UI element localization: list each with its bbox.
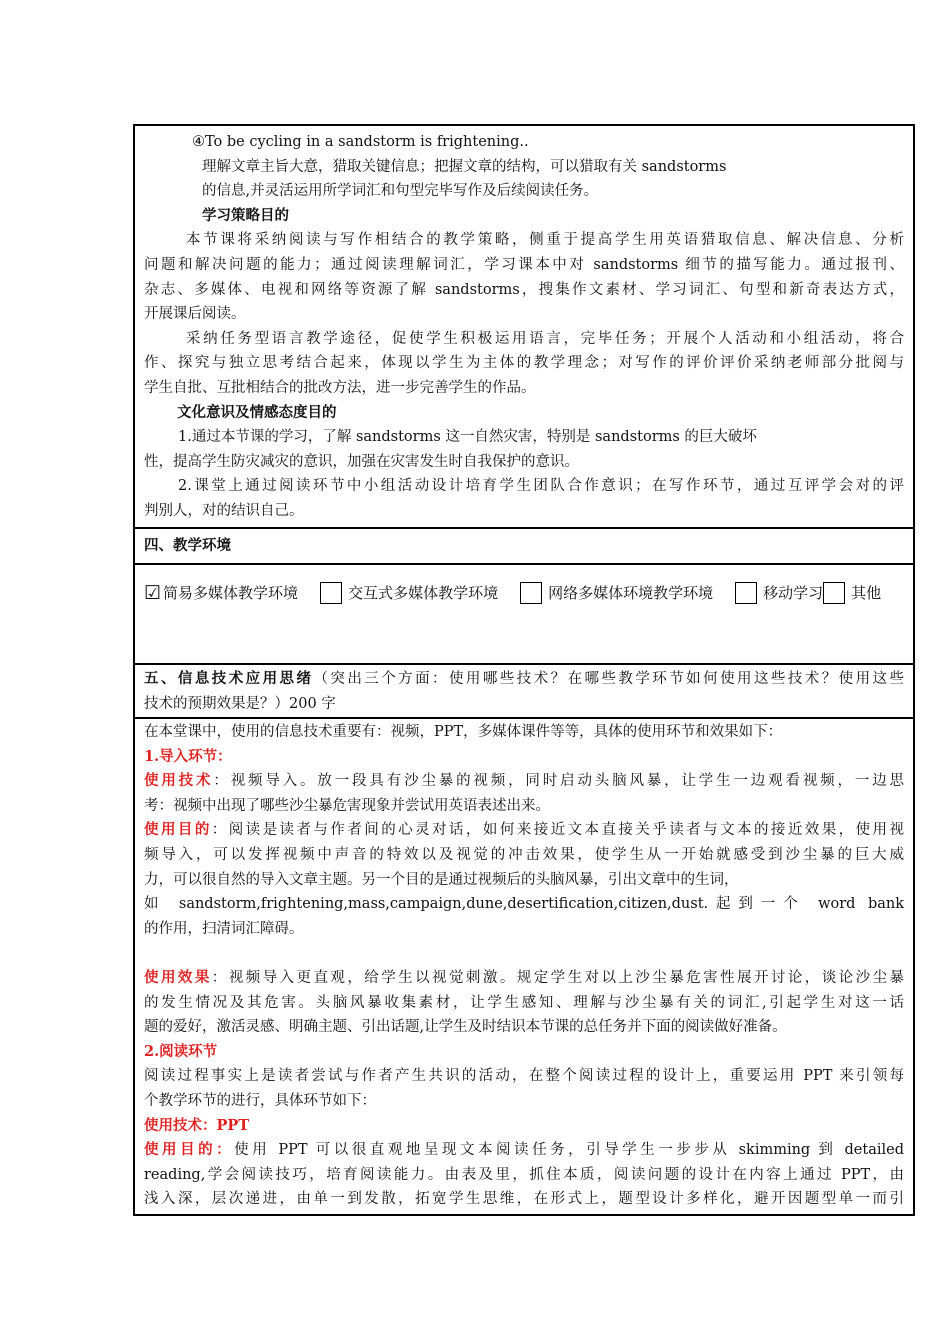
goal-line: 的信息,并灵活运用所学词汇和句型完毕写作及后续阅读任务。 (202, 183, 599, 200)
strategy-heading: 学习策略目的 (202, 206, 289, 224)
it-heading-note: （突出三个方面：使用哪些技术？在哪些教学环节如何使用这些技术？使用这些 (313, 671, 905, 687)
option-label: 交互式多媒体教学环境 (348, 584, 499, 602)
env-heading: 四、教学环境 (144, 536, 231, 554)
checkbox-icon[interactable] (823, 582, 845, 604)
env-option-other[interactable] (823, 570, 881, 615)
purpose2-line (144, 1138, 904, 1163)
option-label: 简易多媒体教学环境 (163, 584, 299, 602)
culture-paragraph-line: 判别人，对的结识自己。 (144, 502, 304, 519)
env-option-interactive-multimedia[interactable] (320, 570, 498, 615)
purpose1-text: ：阅读是读者与作者间的心灵对话，如何来接近文本直接关乎读者与文本的接近效果，使用视 (211, 822, 905, 839)
part2-title: 2.阅读环节 (144, 1042, 218, 1060)
strategy-paragraph-line: 开展课后阅读。 (144, 306, 246, 323)
purpose1-line: 力，可以很自然的导入文章主题。另一个目的是通过视频后的头脑风暴，引出文章中的生词， (144, 871, 739, 888)
goals-section (135, 126, 913, 529)
option-label: 移动学习 (763, 584, 824, 602)
it-body (135, 719, 913, 1214)
option-label: 其他 (851, 584, 882, 602)
goal-line: 理解文章主旨大意，猎取关键信息；把握文章的结构，可以猎取有关 sandstorms (202, 158, 727, 175)
env-option-network-multimedia[interactable] (520, 570, 713, 615)
it-intro: 在本堂课中，使用的信息技术重要有：视频，PPT，多媒体课件等等，具体的使用环节和效果如下： (144, 724, 783, 740)
tech-label: 使用技术 (144, 772, 214, 790)
purpose2-line: reading,学会阅读技巧，培育阅读能力。由表及里，抓住本质，阅读问题的设计在内容上通过 PPT，由 (144, 1166, 904, 1183)
env-options-row (135, 565, 913, 665)
checkbox-icon[interactable] (735, 582, 757, 604)
env-heading-row (135, 529, 913, 565)
tech1-text: ：视频导入。放一段具有沙尘暴的视频，同时启动头脑风暴，让学生一边观看视频，一边思 (213, 773, 905, 790)
culture-paragraph-line: 性，提高学生防灾减灾的意识，加强在灾害发生时自我保护的意识。 (144, 453, 579, 470)
effect1-line (144, 966, 904, 991)
tech1-line: 考：视频中出现了哪些沙尘暴危害现象并尝试用英语表述出来。 (144, 797, 550, 814)
effect-label: 使用效果 (144, 968, 212, 986)
it-heading-line (144, 667, 904, 692)
checkbox-icon[interactable] (320, 582, 342, 604)
strategy-paragraph-line: 杂志、多媒体、电视和网络等资源了解 sandstorms，搜集作文素材、学习词汇、句型和新奇表达方式， (144, 281, 904, 298)
lesson-plan-table (133, 124, 915, 1216)
env-option-simple-multimedia[interactable] (144, 570, 298, 615)
effect1-text: ：视频导入更直观，给学生以视觉刺激。规定学生对以上沙尘暴危害性展开讨论，谈论沙尘暴 (211, 969, 905, 986)
strategy-paragraph-line: 问题和解决问题的能力；通过阅读理解词汇，学习课本中对 sandstorms 细节的描写能力。通过报刊、 (144, 256, 904, 273)
blank-line (144, 941, 904, 966)
purpose1-line: 的作用，扫清词汇障碍。 (144, 920, 304, 937)
purpose1-line: 频导入，可以发挥视频中声音的特效以及视觉的冲击效果，使学生从一开始就感受到沙尘暴的巨大威 (144, 846, 904, 863)
purpose1-line: 如 sandstorm,frightening,mass,campaign,dune,desertification,citizen,dust.起到一个 word bank (144, 896, 904, 913)
purpose-label: 使用目的 (144, 821, 212, 839)
option-label: 网络多媒体环境教学环境 (548, 584, 714, 602)
part1-title: 1.导入环节： (144, 747, 232, 765)
checked-box-icon[interactable]: ☑ (144, 581, 162, 604)
goal-example-sentence: ④To be cycling in a sandstorm is frightening.. (192, 134, 529, 150)
strategy-paragraph-line: 本节课将采纳阅读与写作相结合的教学策略，侧重于提高学生用英语猎取信息、解决信息、分析 (186, 232, 904, 249)
effect1-line: 的发生情况及其危害。头脑风暴收集素材，让学生感知、理解与沙尘暴有关的词汇,引起学生对这一话 (144, 994, 904, 1011)
strategy-paragraph-line: 采纳任务型语言教学途径，促使学生积极运用语言，完毕任务；开展个人活动和小组活动，将合 (186, 330, 904, 347)
purpose2-text: 使用 PPT 可以很直观地呈现文本阅读任务，引导学生一步步从 skimming 到 detailed (234, 1142, 905, 1159)
strategy-paragraph-line: 作、探究与独立思考结合起来，体现以学生为主体的教学理念；对写作的评价评价采纳老师部分批阅与 (144, 355, 904, 372)
purpose2-label: 使用目的： (144, 1141, 235, 1159)
it-heading-note-2: 技术的预期效果是？）200 字 (144, 695, 336, 712)
tech1-line (144, 769, 904, 794)
culture-heading: 文化意识及情感态度目的 (177, 403, 337, 421)
part2-intro-line: 个教学环节的进行，具体环节如下： (144, 1092, 376, 1109)
env-option-mobile-learning[interactable] (735, 570, 823, 615)
effect1-line: 题的爱好，激活灵感、明确主题、引出话题,让学生及时结识本节课的总任务并下面的阅读做好准备。 (144, 1019, 787, 1036)
purpose1-line (144, 818, 904, 843)
it-heading-row (135, 665, 913, 719)
it-heading-title: 五、信息技术应用思绪 (144, 670, 314, 687)
strategy-paragraph-line: 学生自批、互批相结合的批改方法，进一步完善学生的作品。 (144, 379, 536, 396)
culture-paragraph-line: 2.课堂上通过阅读环节中小组活动设计培育学生团队合作意识；在写作环节，通过互评学会对的评 (178, 478, 904, 495)
culture-paragraph-line: 1.通过本节课的学习，了解 sandstorms 这一自然灾害，特别是 sandstorms 的巨大破坏 (178, 429, 757, 446)
part2-intro-line: 阅读过程事实上是读者尝试与作者产生共识的活动，在整个阅读过程的设计上，重要运用 PPT 来引领每 (144, 1068, 904, 1085)
checkbox-icon[interactable] (520, 582, 542, 604)
purpose2-line: 浅入深，层次递进，由单一到发散，拓宽学生思维，在形式上，题型设计多样化，避开因题型单一而引 (144, 1191, 904, 1208)
tech2-title: 使用技术：PPT (144, 1116, 250, 1134)
env-options (144, 570, 904, 615)
